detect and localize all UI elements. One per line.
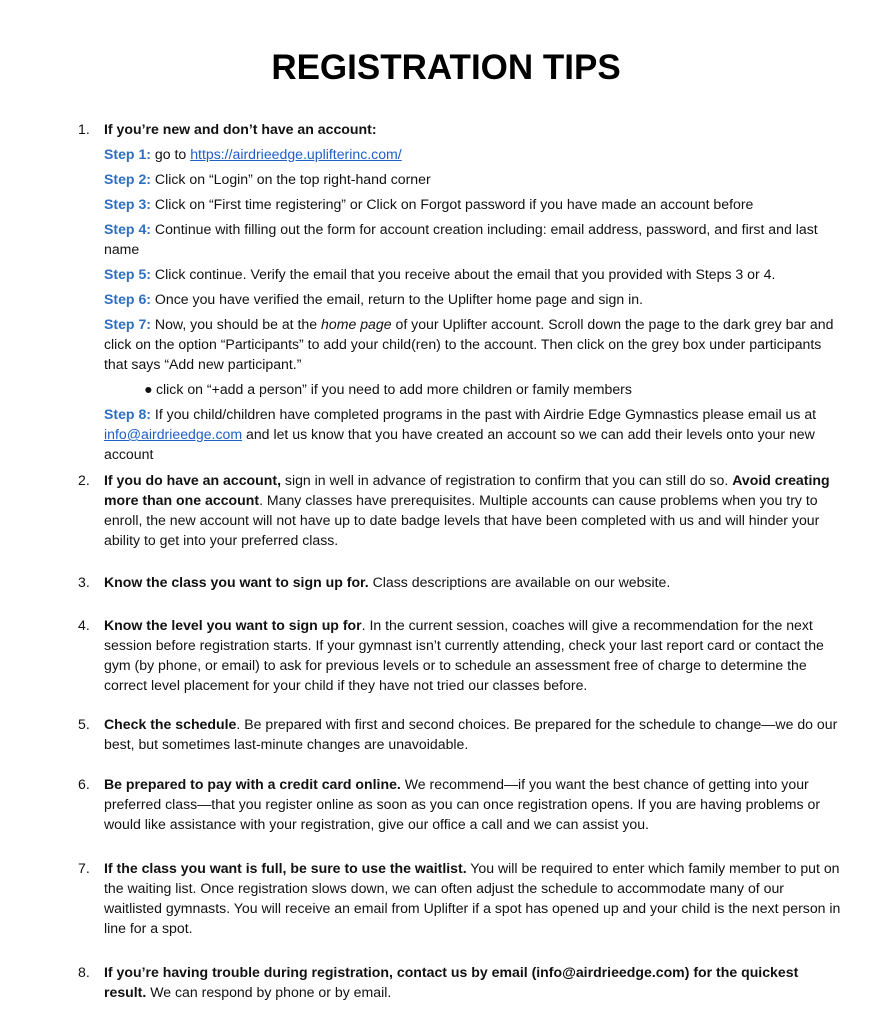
list-number: 5. [78, 716, 90, 732]
step-label: Step 4: [104, 221, 151, 237]
step-text: Click continue. Verify the email that you receive about the email that you provided with Steps 3 or 4. [151, 266, 776, 282]
list-number: 2. [78, 472, 90, 488]
item-heading: If the class you want is full, be sure to use the waitlist. [104, 860, 467, 876]
bullet-icon: ● [144, 381, 153, 397]
item-heading: If you’re new and don’t have an account: [104, 121, 377, 137]
step-text: go to [151, 146, 191, 162]
step-label: Step 8: [104, 406, 151, 422]
item-heading: Know the class you want to sign up for. [104, 574, 369, 590]
step-6 [104, 289, 844, 309]
step-text: Continue with filling out the form for account creation including: email address, password, and first and last name [104, 221, 818, 257]
list-item-trouble [104, 962, 844, 1002]
bullet-item [104, 379, 844, 399]
bullet-text: click on “+add a person” if you need to add more children or family members [156, 381, 632, 397]
item-emphasis: Avoid creating more than one account [104, 472, 830, 508]
item-text: Class descriptions are available on our website. [368, 574, 671, 590]
list-number: 8. [78, 964, 90, 980]
item-heading: Check the schedule [104, 716, 237, 732]
item-text: sign in well in advance of registration to confirm that you can still do so. [280, 472, 733, 488]
uplifter-link[interactable]: https://airdrieedge.uplifterinc.com/ [190, 146, 402, 162]
list-item-existing-account [104, 470, 844, 550]
list-number: 4. [78, 617, 90, 633]
item-heading: Know the level you want to sign up for [104, 617, 362, 633]
item-heading: Be prepared to pay with a credit card online. [104, 776, 401, 792]
list-number: 7. [78, 860, 90, 876]
item-text: You will be required to enter which family member to put on the waiting list. Once registration slows down, we can often adjust the schedule to accommodate many of our waitlisted gymnasts. You will receive an email from Uplifter if a spot has opened up and your child is the next person in line for a spot. [104, 860, 841, 936]
step-text: and let us know that you have created an account so we can add their levels onto your new account [104, 426, 815, 462]
step-2 [104, 169, 844, 189]
step-text: Once you have verified the email, return to the Uplifter home page and sign in. [151, 291, 643, 307]
step-text: If you child/children have completed programs in the past with Airdrie Edge Gymnastics please email us at [151, 406, 817, 422]
item-text: We recommend—if you want the best chance of getting into your preferred class—that you register online as soon as you can once registration opens. If you are having problems or would like assistance with your registration, give our office a call and we can assist you. [104, 776, 821, 832]
step-3 [104, 194, 844, 214]
step-8 [104, 404, 844, 464]
list-item-know-class [104, 572, 844, 592]
step-7 [104, 314, 844, 374]
list-item-payment [104, 774, 844, 834]
step-1 [104, 144, 844, 164]
item-text: . In the current session, coaches will give a recommendation for the next session before registration starts. If your gymnast isn’t currently attending, check your last report card or contact the gym (by phone, or email) to ask for previous levels or to schedule an assessment free of charge to determine the correct level placement for your child if they have not tried our classes before. [104, 617, 824, 693]
list-number: 3. [78, 574, 90, 590]
item-text: We can respond by phone or by email. [146, 984, 392, 1000]
step-4 [104, 219, 844, 259]
item-text: . Many classes have prerequisites. Multiple accounts can cause problems when you try to enroll, the new account will not have up to date badge levels that have been completed with us and will hinder your ability to get into your preferred class. [104, 492, 820, 548]
step-emphasis: home page [321, 316, 392, 332]
step-text: Click on “Login” on the top right-hand corner [151, 171, 431, 187]
step-label: Step 2: [104, 171, 151, 187]
step-text: Now, you should be at the [151, 316, 322, 332]
step-label: Step 6: [104, 291, 151, 307]
item-heading: If you do have an account, [104, 472, 281, 488]
list-item-know-level [104, 615, 844, 695]
list-item-new-account [104, 119, 844, 469]
email-link[interactable]: info@airdrieedge.com [104, 426, 243, 442]
step-label: Step 7: [104, 316, 151, 332]
list-number: 6. [78, 776, 90, 792]
list-item-waitlist [104, 858, 844, 938]
item-heading: If you’re having trouble during registration, contact us by email (info@airdrieedge.com) for the quickest result. [104, 964, 799, 1000]
item-text: . Be prepared with first and second choices. Be prepared for the schedule to change—we do our best, but sometimes last-minute changes are unavoidable. [104, 716, 838, 752]
list-number: 1. [78, 121, 90, 137]
step-label: Step 3: [104, 196, 151, 212]
step-text: of your Uplifter account. Scroll down the page to the dark grey bar and click on the option “Participants” to add your child(ren) to the account. Then click on the grey box under participants that says “Add new participant.” [104, 316, 834, 372]
step-label: Step 5: [104, 266, 151, 282]
step-5 [104, 264, 844, 284]
step-text: Click on “First time registering” or Click on Forgot password if you have made an account before [151, 196, 754, 212]
page-title: REGISTRATION TIPS [271, 48, 621, 87]
list-item-schedule [104, 714, 844, 754]
step-label: Step 1: [104, 146, 151, 162]
